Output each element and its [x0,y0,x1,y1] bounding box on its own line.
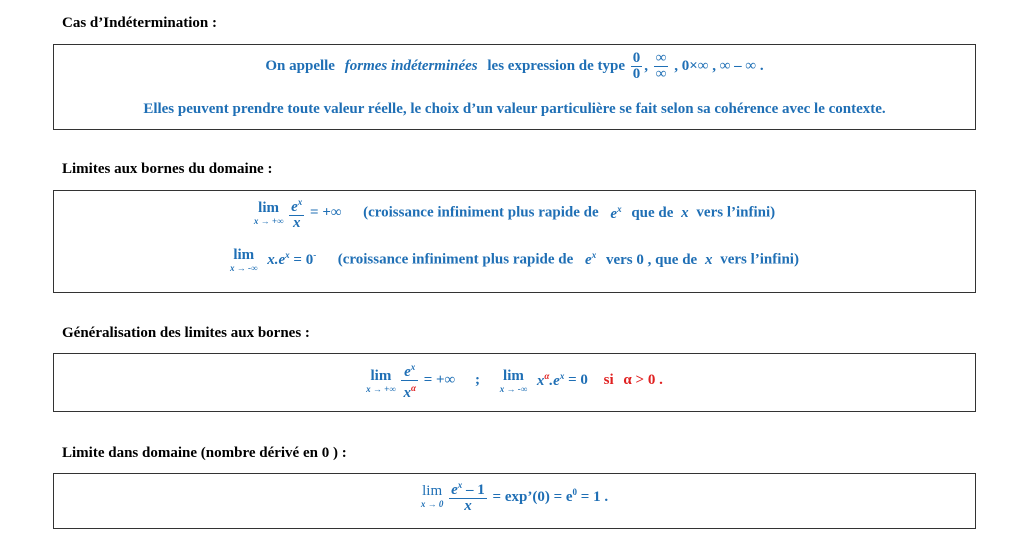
text-condition-si: si [603,372,614,389]
text-other-forms: , 0×∞ , ∞ – ∞ . [674,58,764,74]
text-comment-growth: (croissance infiniment plus rapide de [363,204,599,221]
lim-operator-plus-inf: lim x → +∞ [253,200,284,227]
fraction-ex-minus-1-over-x: $\frac{e^x - 1}{x}$ [451,480,485,515]
text-equals-plus-inf: = +∞ [310,204,342,221]
lim-operator-minus-inf: lim x → -∞ [230,247,258,273]
section-heading-generalisation: Généralisation des limites aux bornes : [62,325,310,341]
section-heading-indetermination: Cas d’Indétermination : [62,15,218,31]
lim-operator-zero: lim x → 0 [420,483,444,510]
text-comment-growth-zero: (croissance infiniment plus rapide de [337,251,574,268]
lim-operator-plus-inf: lim x → +∞ [366,367,396,394]
line-forms-definition: On appelle formes indéterminées les expression de type $\frac{0}{0}$ , $\frac{\infty}{\infty}$ , 0×∞ , ∞ – ∞ . [265,50,764,82]
fraction-ex-over-x: $\frac{e^x}{x}$ [291,197,303,232]
section-heading-nombre-derive: Limite dans domaine (nombre dérivé en 0 ) : [62,445,347,461]
box-indetermination [53,44,976,130]
line-forms-explanation: Elles peuvent prendre toute valeur réelle, le choix d’un valeur particulière se fait selon sa cohérence avec le contexte. [143,101,886,117]
text-expression-type: les expression de type [487,58,626,74]
line-derivative-limit: lim x → 0 $\frac{e^x - 1}{x}$ = exp’(0) = $e^0 = 1$ . [420,480,609,515]
box-generalisation [53,353,976,412]
lim-operator-minus-inf: lim x → -∞ [499,367,528,394]
box-limites-bornes [53,190,976,293]
box-nombre-derive [53,473,976,529]
fraction-inf-over-inf: $\frac{\infty}{\infty}$ [655,50,667,82]
text-formes-indeterminees: formes indéterminées [344,58,478,74]
section-heading-limites-bornes: Limites aux bornes du domaine : [62,161,273,177]
line-limit-minus-infinity: lim x → -∞ $x.e^x = 0^-$ (croissance infiniment plus rapide de $e^x$ vers 0 , que de x vers l’infini) [230,247,799,273]
line-generalised-limits: lim x → +∞ $\frac{e^x}{x^\alpha}$ = +∞ ; lim x → -∞ $x^\alpha.e^x = 0$ si α > 0 . [366,362,663,402]
text-condition-alpha: α > 0 . [623,372,663,389]
fraction-zero-over-zero: $\frac{0}{0}$ [632,50,641,82]
line-limit-plus-infinity: lim x → +∞ $\frac{e^x}{x}$ = +∞ (croissance infiniment plus rapide de $e^x$ que de x vers l’infini) [253,197,776,232]
fraction-ex-over-x-alpha: $\frac{e^x}{x^\alpha}$ [403,362,416,402]
text-on-appelle: On appelle [265,58,335,74]
